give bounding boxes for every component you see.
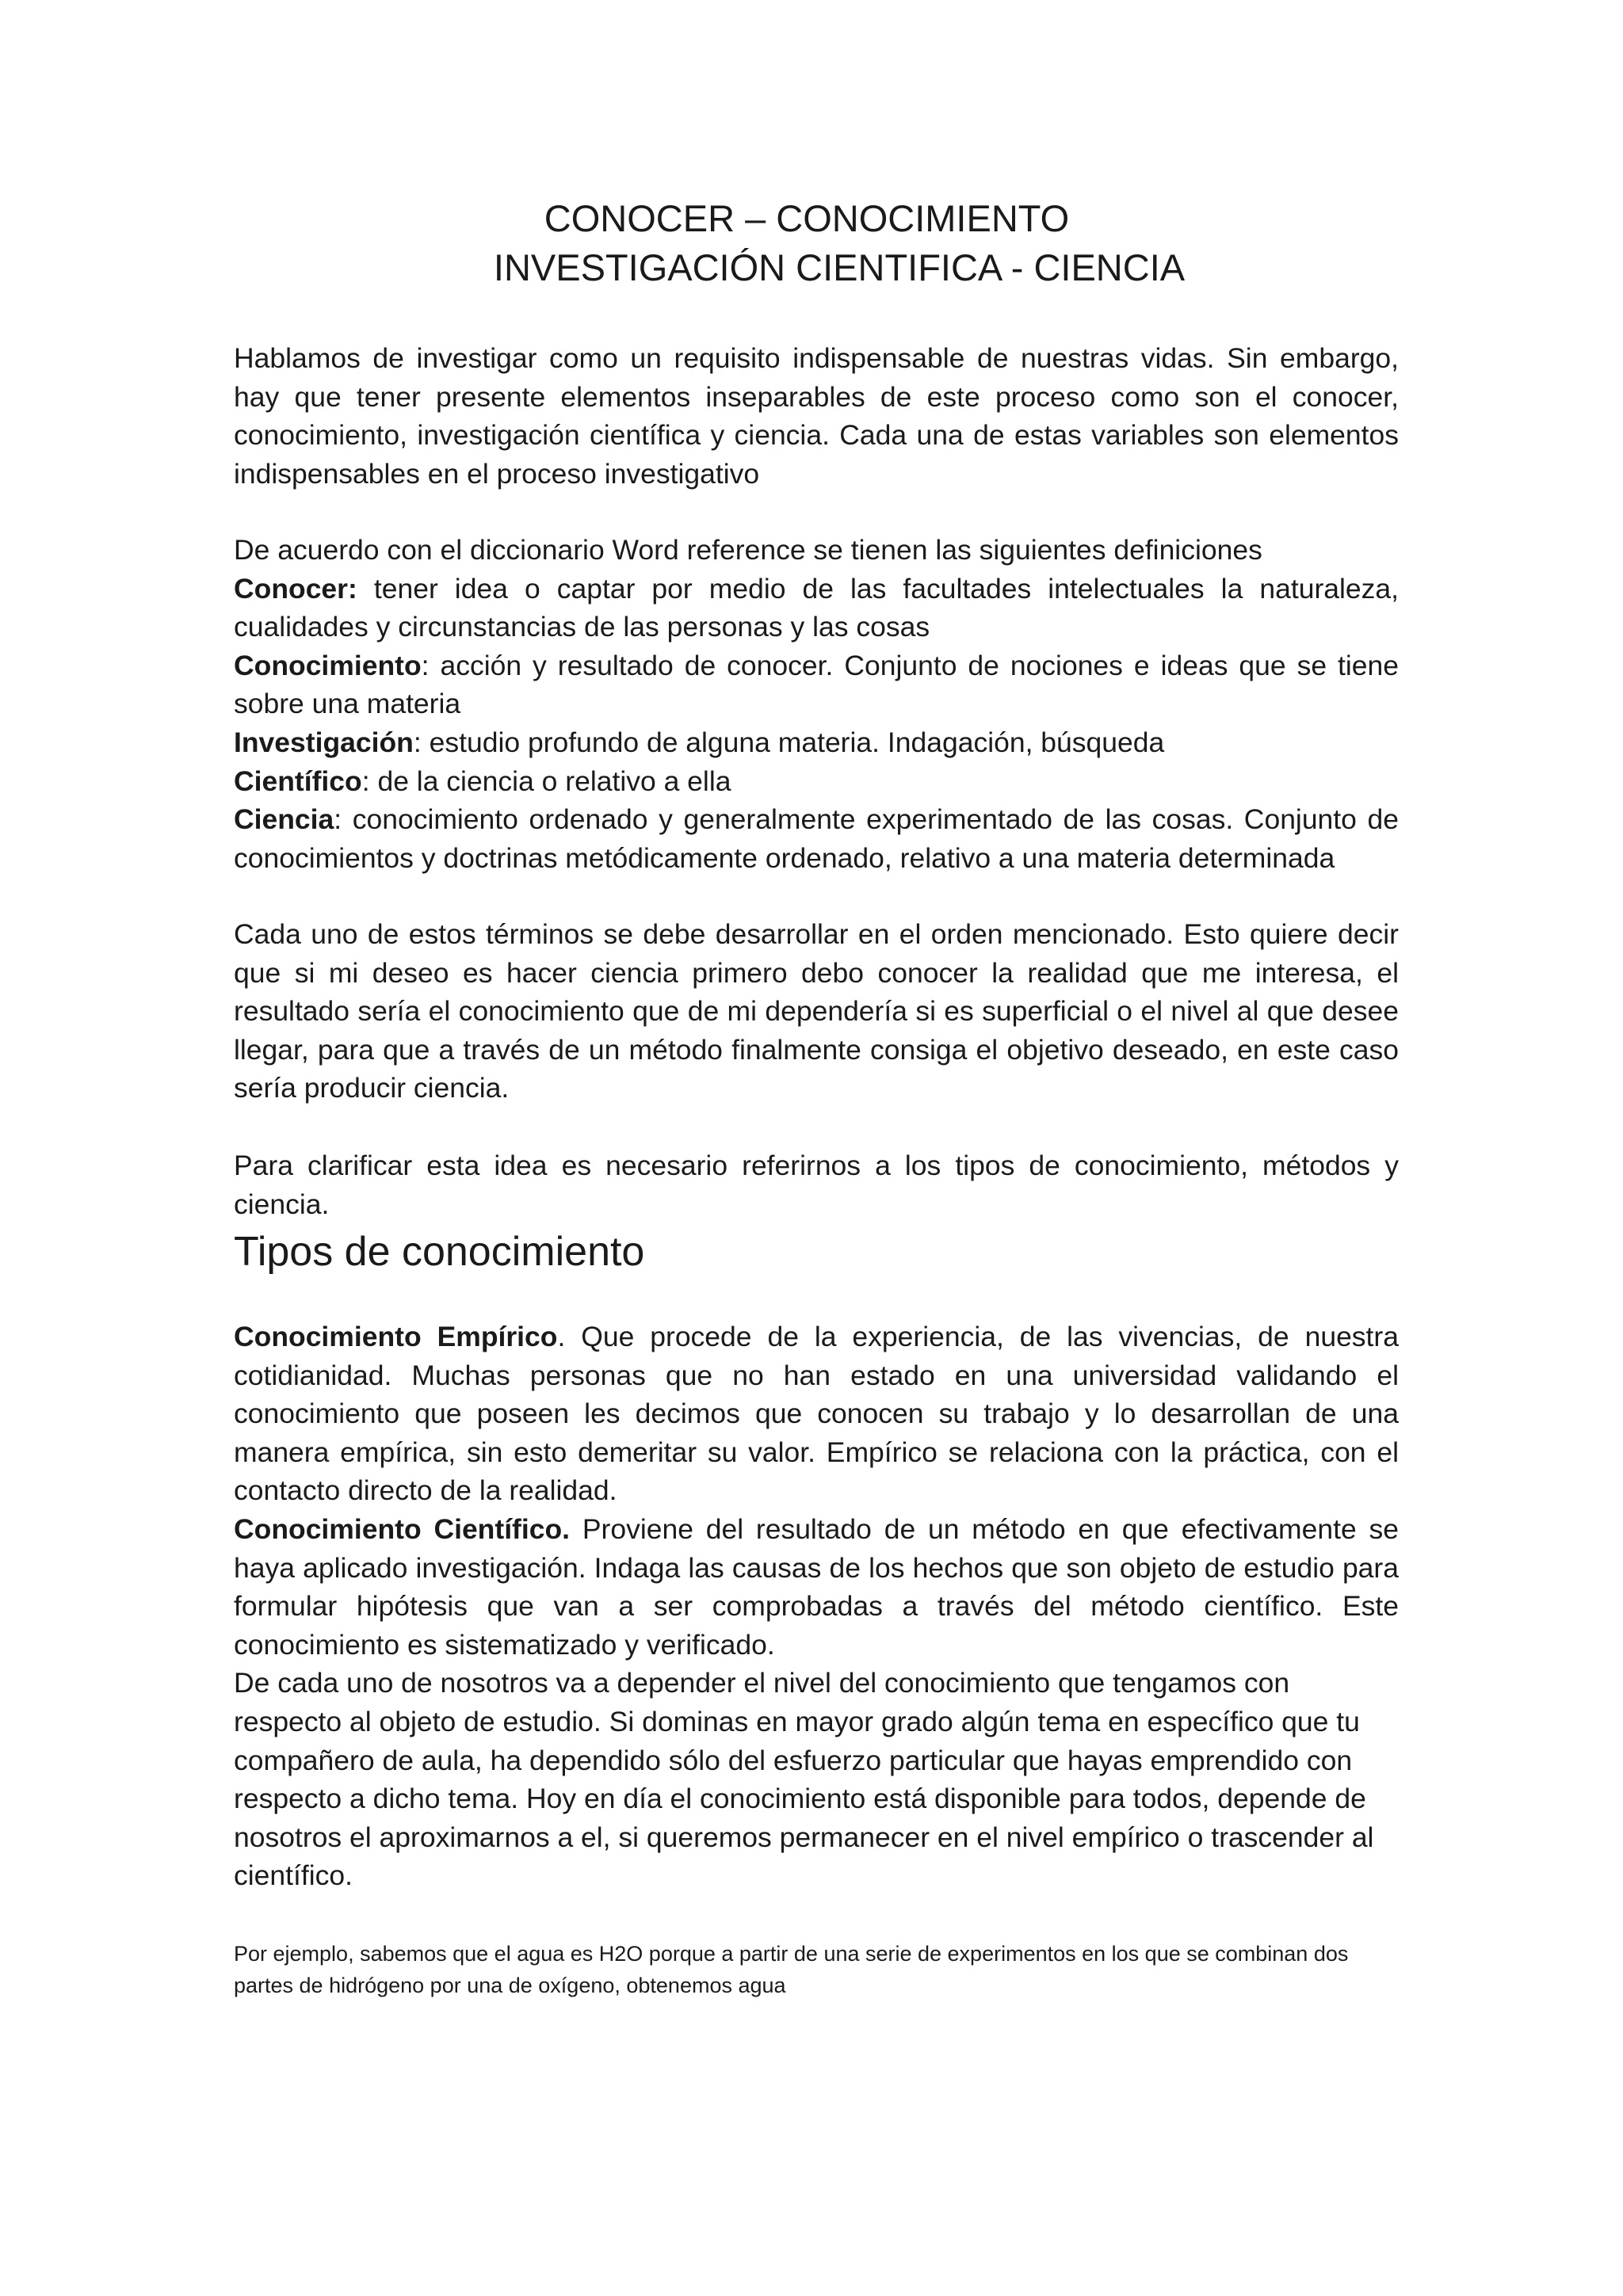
definition-term: Investigación xyxy=(234,726,414,758)
cientifico-text: Proviene del resultado de un método en que efectivamente se haya aplicado investigación. Indaga las causas de los hechos que son objeto de estudio para formular hipótesis que van a ser comprobadas a través del método científico. Este conocimiento es sistematizado y verificado. xyxy=(234,1512,1399,1661)
document-title xyxy=(234,194,1399,292)
intro-text: Hablamos de investigar como un requisito indispensable de nuestras vidas. Sin embargo, hay que tener presente elementos inseparables de este proceso como son el conocer, conocimiento, investigación científica y ciencia. Cada una de estas variables son elementos indispensables en el proceso investigativo xyxy=(234,342,1399,490)
knowledge-types-block xyxy=(234,1318,1399,1895)
cientifico-paragraph xyxy=(234,1510,1399,1664)
definition-item xyxy=(234,762,1399,801)
order-paragraph xyxy=(234,915,1399,1108)
definitions-lead: De acuerdo con el diccionario Word reference se tienen las siguientes definiciones xyxy=(234,534,1262,566)
empirico-term: Conocimiento Empírico xyxy=(234,1321,558,1352)
example-note xyxy=(234,1938,1399,2001)
intro-paragraph xyxy=(234,339,1399,493)
definition-item xyxy=(234,570,1399,646)
definition-text: : estudio profundo de alguna materia. Indagación, búsqueda xyxy=(413,726,1165,758)
definition-term: Científico xyxy=(234,765,362,797)
definition-term: Ciencia xyxy=(234,803,334,836)
empirico-text: . Que procede de la experiencia, de las vivencias, de nuestra cotidianidad. Muchas personas que no han estado en una universidad validando el conocimiento que poseen les decimos que conocen su trabajo y lo desarrollan de una manera empírica, sin esto demeritar su valor. Empírico se relaciona con la práctica, con el contacto directo de la realidad. xyxy=(234,1321,1399,1507)
definition-term: Conocer: xyxy=(234,572,357,605)
definition-term: Conocimiento xyxy=(234,649,422,681)
clarify-paragraph xyxy=(234,1146,1399,1223)
clarify-text: Para clarificar esta idea es necesario referirnos a los tipos de conocimiento, métodos y ciencia. xyxy=(234,1150,1399,1220)
closing-paragraph: De cada uno de nosotros va a depender el nivel del conocimiento que tengamos con respecto al objeto de estudio. Si dominas en mayor grado algún tema en específico que tu compañero de aula, ha dependido sólo del esfuerzo particular que hayas emprendido con respecto a dicho tema. Hoy en día el conocimiento está disponible para todos, depende de nosotros el aproximarnos a el, si queremos permanecer en el nivel empírico o trascender al científico. xyxy=(234,1667,1374,1892)
definition-text: : conocimiento ordenado y generalmente experimentado de las cosas. Conjunto de conocimientos y doctrinas metódicamente ordenado, relativo a una materia determinada xyxy=(234,803,1399,874)
definition-text: : acción y resultado de conocer. Conjunto de nociones e ideas que se tiene sobre una materia xyxy=(234,649,1399,720)
definition-item xyxy=(234,723,1399,762)
definition-text: tener idea o captar por medio de las facultades intelectuales la naturaleza, cualidades y circunstancias de las personas y las cosas xyxy=(234,572,1399,643)
example-text: Por ejemplo, sabemos que el agua es H2O porque a partir de una serie de experimentos en los que se combinan dos partes de hidrógeno por una de oxígeno, obtenemos agua xyxy=(234,1942,1349,1997)
section-heading: Tipos de conocimiento xyxy=(234,1229,645,1275)
definition-text: : de la ciencia o relativo a ella xyxy=(361,765,731,797)
title-line-2: INVESTIGACIÓN CIENTIFICA - CIENCIA xyxy=(493,246,1186,288)
definition-item xyxy=(234,646,1399,723)
order-text: Cada uno de estos términos se debe desarrollar en el orden mencionado. Esto quiere decir que si mi deseo es hacer ciencia primero debo conocer la realidad que me interesa, el resultado sería el conocimiento que de mi dependería si es superficial o el nivel al que desee llegar, para que a través de un método finalmente consiga el objetivo deseado, en este caso sería producir ciencia. xyxy=(234,918,1399,1104)
definitions-block xyxy=(234,531,1399,877)
title-line-1: CONOCER – CONOCIMIENTO xyxy=(544,197,1070,239)
empirico-paragraph xyxy=(234,1318,1399,1510)
cientifico-term: Conocimiento Científico. xyxy=(234,1512,571,1545)
definition-item xyxy=(234,800,1399,877)
